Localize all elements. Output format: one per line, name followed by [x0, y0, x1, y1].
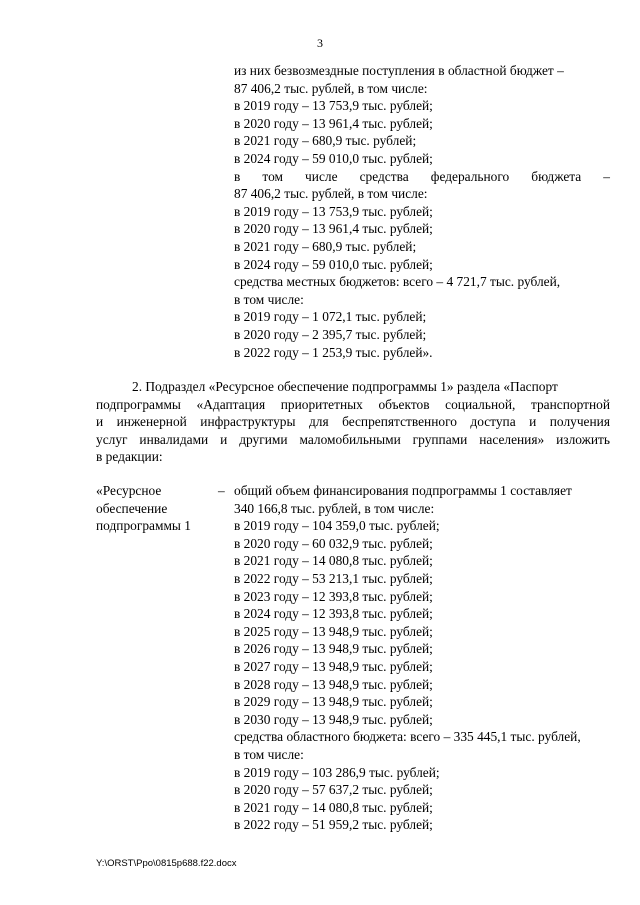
text-line: в 2019 году – 13 753,9 тыс. рублей;	[234, 98, 433, 114]
text-line: и инженерной инфраструктуры для беспрепятственного доступа и получения	[96, 414, 610, 430]
text-line: в 2020 году – 13 961,4 тыс. рублей;	[234, 115, 433, 131]
label-line: «Ресурсное	[96, 483, 162, 498]
text-line: в 2019 году – 13 753,9 тыс. рублей;	[234, 203, 433, 219]
text-line: в 2021 году – 14 080,8 тыс. рублей;	[234, 799, 433, 815]
top-funding-block	[234, 62, 610, 361]
text-line: услуг инвалидами и другими маломобильными группами населения» изложить	[96, 431, 610, 447]
text-line: в 2024 году – 59 010,0 тыс. рублей;	[234, 150, 433, 166]
text-line: в редакции:	[96, 449, 163, 465]
text-line: в 2026 году – 13 948,9 тыс. рублей;	[234, 641, 433, 657]
text-line: из них безвозмездные поступления в областной бюджет –	[234, 63, 564, 78]
text-line: в 2030 году – 13 948,9 тыс. рублей;	[234, 711, 433, 727]
text-line: подпрограммы «Адаптация приоритетных объектов социальной, транспортной	[96, 396, 610, 412]
text-line: в 2021 году – 680,9 тыс. рублей;	[234, 133, 417, 149]
text-line: в 2020 году – 2 395,7 тыс. рублей;	[234, 326, 427, 342]
text-line: в 2022 году – 51 959,2 тыс. рублей;	[234, 817, 433, 833]
word: средства	[359, 168, 409, 184]
text-line: в 2022 году – 53 213,1 тыс. рублей;	[234, 570, 433, 586]
text-line: в 2022 году – 1 253,9 тыс. рублей».	[234, 344, 433, 360]
resource-label	[96, 482, 236, 535]
label-line: обеспечение	[96, 500, 168, 516]
text-line: в 2019 году – 104 359,0 тыс. рублей;	[234, 518, 440, 534]
text-line: в 2020 году – 60 032,9 тыс. рублей;	[234, 535, 433, 551]
word: федерального	[430, 168, 510, 184]
word: в	[234, 168, 241, 184]
text-line: в 2029 году – 13 948,9 тыс. рублей;	[234, 694, 433, 710]
amendment-paragraph	[96, 378, 610, 466]
label-dash: –	[218, 483, 225, 498]
text-line: в 2020 году – 57 637,2 тыс. рублей;	[234, 782, 433, 798]
resource-funding-block	[234, 482, 610, 834]
text-line: 87 406,2 тыс. рублей, в том числе:	[234, 186, 428, 202]
text-line	[96, 378, 610, 396]
text-line: в 2021 году – 680,9 тыс. рублей;	[234, 238, 417, 254]
text-line: общий объем финансирования подпрограммы 1 составляет	[234, 483, 572, 498]
text-line: средства областного бюджета: всего – 335 445,1 тыс. рублей,	[234, 729, 581, 745]
text-line: в 2028 году – 13 948,9 тыс. рублей;	[234, 676, 433, 692]
text-line: 340 166,8 тыс. рублей, в том числе:	[234, 500, 435, 516]
federal-budget-line	[234, 168, 610, 186]
file-path-footer: Y:\ORST\Ppo\0815p688.f22.docx	[96, 858, 237, 869]
word: числе	[305, 168, 338, 184]
word: –	[603, 168, 610, 184]
text-line: в том числе:	[234, 746, 304, 762]
text-span: 2. Подраздел «Ресурсное обеспечение подпрограммы 1» раздела «Паспорт	[132, 379, 558, 394]
text-line: в 2019 году – 1 072,1 тыс. рублей;	[234, 309, 427, 325]
text-line: в 2023 году – 12 393,8 тыс. рублей;	[234, 588, 433, 604]
text-line: в 2019 году – 103 286,9 тыс. рублей;	[234, 764, 440, 780]
page-number: 3	[317, 36, 323, 50]
text-line: 87 406,2 тыс. рублей, в том числе:	[234, 80, 428, 96]
text-line: в 2024 году – 59 010,0 тыс. рублей;	[234, 256, 433, 272]
text-line: средства местных бюджетов: всего – 4 721,7 тыс. рублей,	[234, 274, 561, 290]
word: бюджета	[531, 168, 582, 184]
text-line: в 2024 году – 12 393,8 тыс. рублей;	[234, 606, 433, 622]
label-line: подпрограммы 1	[96, 518, 191, 534]
text-line: в 2027 году – 13 948,9 тыс. рублей;	[234, 658, 433, 674]
text-line: в 2021 году – 14 080,8 тыс. рублей;	[234, 553, 433, 569]
word: том	[262, 168, 283, 184]
text-line: в 2020 году – 13 961,4 тыс. рублей;	[234, 221, 433, 237]
text-line: в 2025 году – 13 948,9 тыс. рублей;	[234, 623, 433, 639]
text-line: в том числе:	[234, 291, 304, 307]
